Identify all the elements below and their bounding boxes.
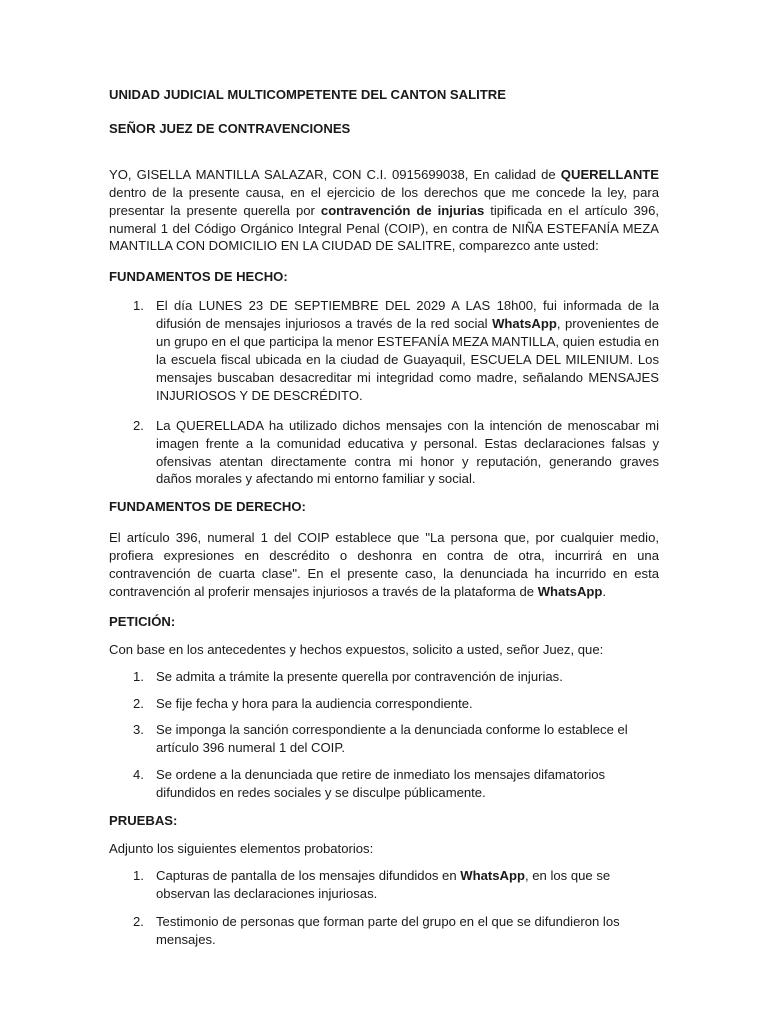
intro-text-2: dentro de la presente causa, en el ejercicio de los derechos que me concede la ley, para presentar la presente querella por [109,184,659,218]
pruebas-item1-text-1: Capturas de pantalla de los mensajes difundidos en [156,867,461,883]
list-item [109,695,659,713]
hechos-item1-text-2: , provenientes de un grupo en el que participa la menor ESTEFANÍA MEZA MANTILLA, quien estudia en la escuela fiscal ubicada en la ciudad de Guayaquil, ESCUELA DEL MILENIUM. Los mensajes buscaban desacreditar mi integridad como madre, señalando MENSAJES INJURIOSOS Y DE DESCRÉDITO. [156,316,659,403]
hechos-item1-text-1: El día LUNES 23 DE SEPTIEMBRE DEL 2029 A LAS 18h00, fui informada de la difusión de mensajes injuriosos a través de la red social [156,298,659,332]
addressee-heading: SEÑOR JUEZ DE CONTRAVENCIONES [109,120,351,136]
pruebas-item2-text: Testimonio de personas que forman parte del grupo en el que se difundieron los mensajes. [156,913,620,947]
derecho-text-1: El artículo 396, numeral 1 del COIP establece que "La persona que, por cualquier medio, profiera expresiones en descrédito o deshonra en contra de otra, incurrirá en una contravención de cuarta clase". En el presente caso, la denunciada ha incurrido en esta contravención al proferir mensajes injuriosos a través de la plataforma de [109,530,659,599]
intro-text-3: tipificada en el artículo 396, numeral 1 del Código Orgánico Integral Penal (COIP), en contra de NIÑA ESTEFANÍA MEZA MANTILLA CON DOMICILIO EN LA CIUDAD DE SALITRE, comparezco ante usted: [109,202,660,254]
list-item [109,913,659,949]
list-number: 2. [133,695,144,711]
peticion-item-text: Se admita a trámite la presente querella por contravención de injurias. [156,668,563,684]
derecho-paragraph [109,529,659,601]
intro-text-1: YO, GISELLA MANTILLA SALAZAR, CON C.I. 0915699038, En calidad de [109,166,561,182]
peticion-intro: Con base en los antecedentes y hechos expuestos, solicito a usted, señor Juez, que: [109,641,604,657]
list-item [109,668,659,686]
list-number: 2. [133,913,144,929]
list-item [109,766,659,802]
hechos-item2-text: La QUERELLADA ha utilizado dichos mensajes con la intención de menoscabar mi imagen frente a la comunidad educativa y personal. Estas declaraciones falsas y ofensivas atentan directamente contra mi honor y reputación, generando graves daños morales y afectando mi entorno familiar y social. [156,417,659,487]
hechos-list [109,297,659,488]
pruebas-item1-text-2: , en los que se observan las declaraciones injuriosas. [156,867,611,901]
peticion-list [109,668,659,802]
peticion-item-text: Se fije fecha y hora para la audiencia correspondiente. [156,695,473,711]
pruebas-heading: PRUEBAS: [109,813,178,829]
list-number: 2. [133,417,144,433]
intro-bold-1: QUERELLANTE [560,166,659,182]
intro-bold-2: contravención de injurias [320,202,485,218]
list-item [109,867,659,903]
peticion-item-text: Se ordene a la denunciada que retire de inmediato los mensajes difamatorios difundidos en redes sociales y se disculpe públicamente. [156,767,606,801]
peticion-heading: PETICIÓN: [109,613,176,629]
list-item [109,297,659,404]
pruebas-item1-bold: WhatsApp [460,867,525,883]
list-number: 3. [133,722,144,738]
hechos-item1-bold: WhatsApp [492,316,557,332]
pruebas-intro: Adjunto los siguientes elementos probatorios: [109,841,374,856]
hechos-heading: FUNDAMENTOS DE HECHO: [109,269,288,285]
list-number: 1. [133,298,144,314]
derecho-bold: WhatsApp [537,583,603,599]
list-item [109,417,659,489]
pruebas-list [109,867,659,949]
peticion-item-text: Se imponga la sanción correspondiente a la denunciada conforme lo establece el artículo 396 numeral 1 del COIP. [156,722,628,756]
list-number: 1. [133,867,144,883]
list-item [109,721,659,757]
derecho-heading: FUNDAMENTOS DE DERECHO: [109,499,306,515]
court-heading: UNIDAD JUDICIAL MULTICOMPETENTE DEL CANTON SALITRE [109,87,506,102]
list-number: 4. [133,767,144,783]
list-number: 1. [133,668,144,684]
intro-paragraph [109,166,659,256]
derecho-text-2: . [602,583,607,599]
